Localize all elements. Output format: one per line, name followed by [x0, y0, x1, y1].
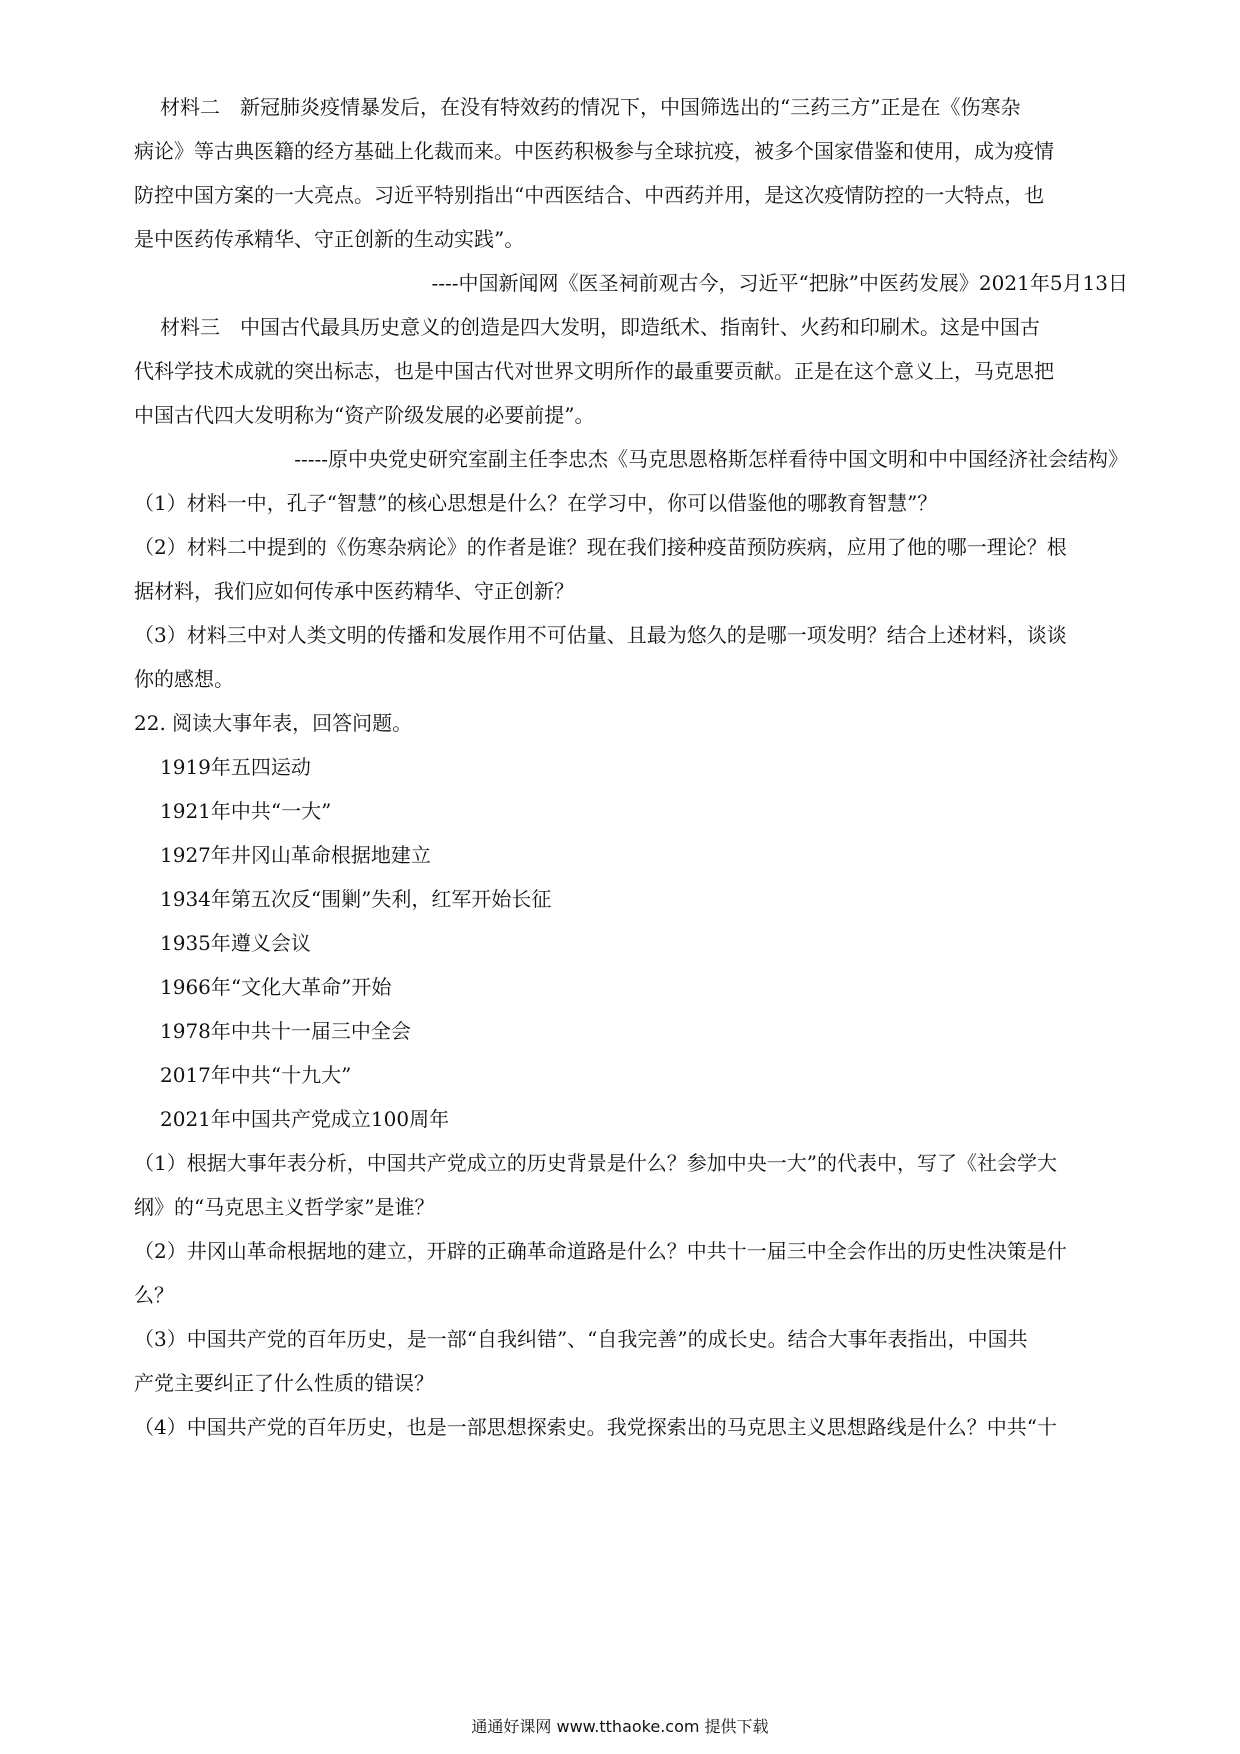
q22-question-4-line-1: （4）中国共产党的百年历史，也是一部思想探索史。我党探索出的马克思主义思想路线是什么？中共“十 — [134, 1415, 1057, 1439]
material-3-line-3: 中国古代四大发明称为“资产阶级发展的必要前提”。 — [134, 403, 595, 427]
q22-question-2-line-2: 么？ — [134, 1283, 174, 1307]
material-2-line-3: 防控中国方案的一大亮点。习近平特别指出“中西医结合、中西药并用，是这次疫情防控的一大特点，也 — [134, 183, 1045, 207]
timeline-item: 2021年中国共产党成立100周年 — [160, 1107, 450, 1131]
timeline-item: 1919年五四运动 — [160, 755, 311, 779]
q22-question-1-line-2: 纲》的“马克思主义哲学家”是谁？ — [134, 1195, 435, 1219]
q22-question-3-line-2: 产党主要纠正了什么性质的错误？ — [134, 1371, 434, 1395]
q22-title: 22. 阅读大事年表，回答问题。 — [134, 711, 413, 735]
material-3-line-2: 代科学技术成就的突出标志，也是中国古代对世界文明所作的最重要贡献。正是在这个意义上，马克思把 — [134, 359, 1054, 383]
q21-question-2-line-2: 据材料，我们应如何传承中医药精华、守正创新？ — [134, 579, 574, 603]
timeline-item: 1978年中共十一届三中全会 — [160, 1019, 411, 1043]
material-2-citation: ----中国新闻网《医圣祠前观古今，习近平“把脉”中医药发展》2021年5月13日 — [431, 271, 1128, 295]
material-3-line-1: 材料三 中国古代最具历史意义的创造是四大发明，即造纸术、指南针、火药和印刷术。这是中国古 — [160, 315, 1040, 339]
timeline-item: 1934年第五次反“围剿”失利，红军开始长征 — [160, 887, 552, 911]
timeline-item: 1935年遵义会议 — [160, 931, 311, 955]
material-2-line-2: 病论》等古典医籍的经方基础上化裁而来。中医药积极参与全球抗疫，被多个国家借鉴和使用，成为疫情 — [134, 139, 1054, 163]
material-3-citation: -----原中央党史研究室副主任李忠杰《马克思恩格斯怎样看待中国文明和中中国经济社会结构》 — [294, 447, 1128, 471]
timeline-item: 1927年井冈山革命根据地建立 — [160, 843, 431, 867]
q21-question-3-line-1: （3）材料三中对人类文明的传播和发展作用不可估量、且最为悠久的是哪一项发明？结合上述材料，谈谈 — [134, 623, 1067, 647]
material-2-line-4: 是中医药传承精华、守正创新的生动实践”。 — [134, 227, 525, 251]
page-footer: 通通好课网 www.tthaoke.com 提供下载 — [471, 1717, 769, 1736]
timeline-item: 2017年中共“十九大” — [160, 1063, 352, 1087]
q22-question-3-line-1: （3）中国共产党的百年历史，是一部“自我纠错”、“自我完善”的成长史。结合大事年表指出，中国共 — [134, 1327, 1028, 1351]
q22-question-1-line-1: （1）根据大事年表分析，中国共产党成立的历史背景是什么？参加中央一大”的代表中，写了《社会学大 — [134, 1151, 1057, 1175]
q21-question-3-line-2: 你的感想。 — [134, 667, 234, 691]
q22-question-2-line-1: （2）井冈山革命根据地的建立，开辟的正确革命道路是什么？中共十一届三中全会作出的历史性决策是什 — [134, 1239, 1067, 1263]
timeline-item: 1921年中共“一大” — [160, 799, 332, 823]
timeline-item: 1966年“文化大革命”开始 — [160, 975, 392, 999]
q21-question-2-line-1: （2）材料二中提到的《伤寒杂病论》的作者是谁？现在我们接种疫苗预防疾病，应用了他的哪一理论？根 — [134, 535, 1067, 559]
q21-question-1: （1）材料一中，孔子“智慧”的核心思想是什么？在学习中，你可以借鉴他的哪教育智慧”？ — [134, 491, 938, 515]
material-2-line-1: 材料二 新冠肺炎疫情暴发后，在没有特效药的情况下，中国筛选出的“三药三方”正是在《伤寒杂 — [160, 95, 1021, 119]
